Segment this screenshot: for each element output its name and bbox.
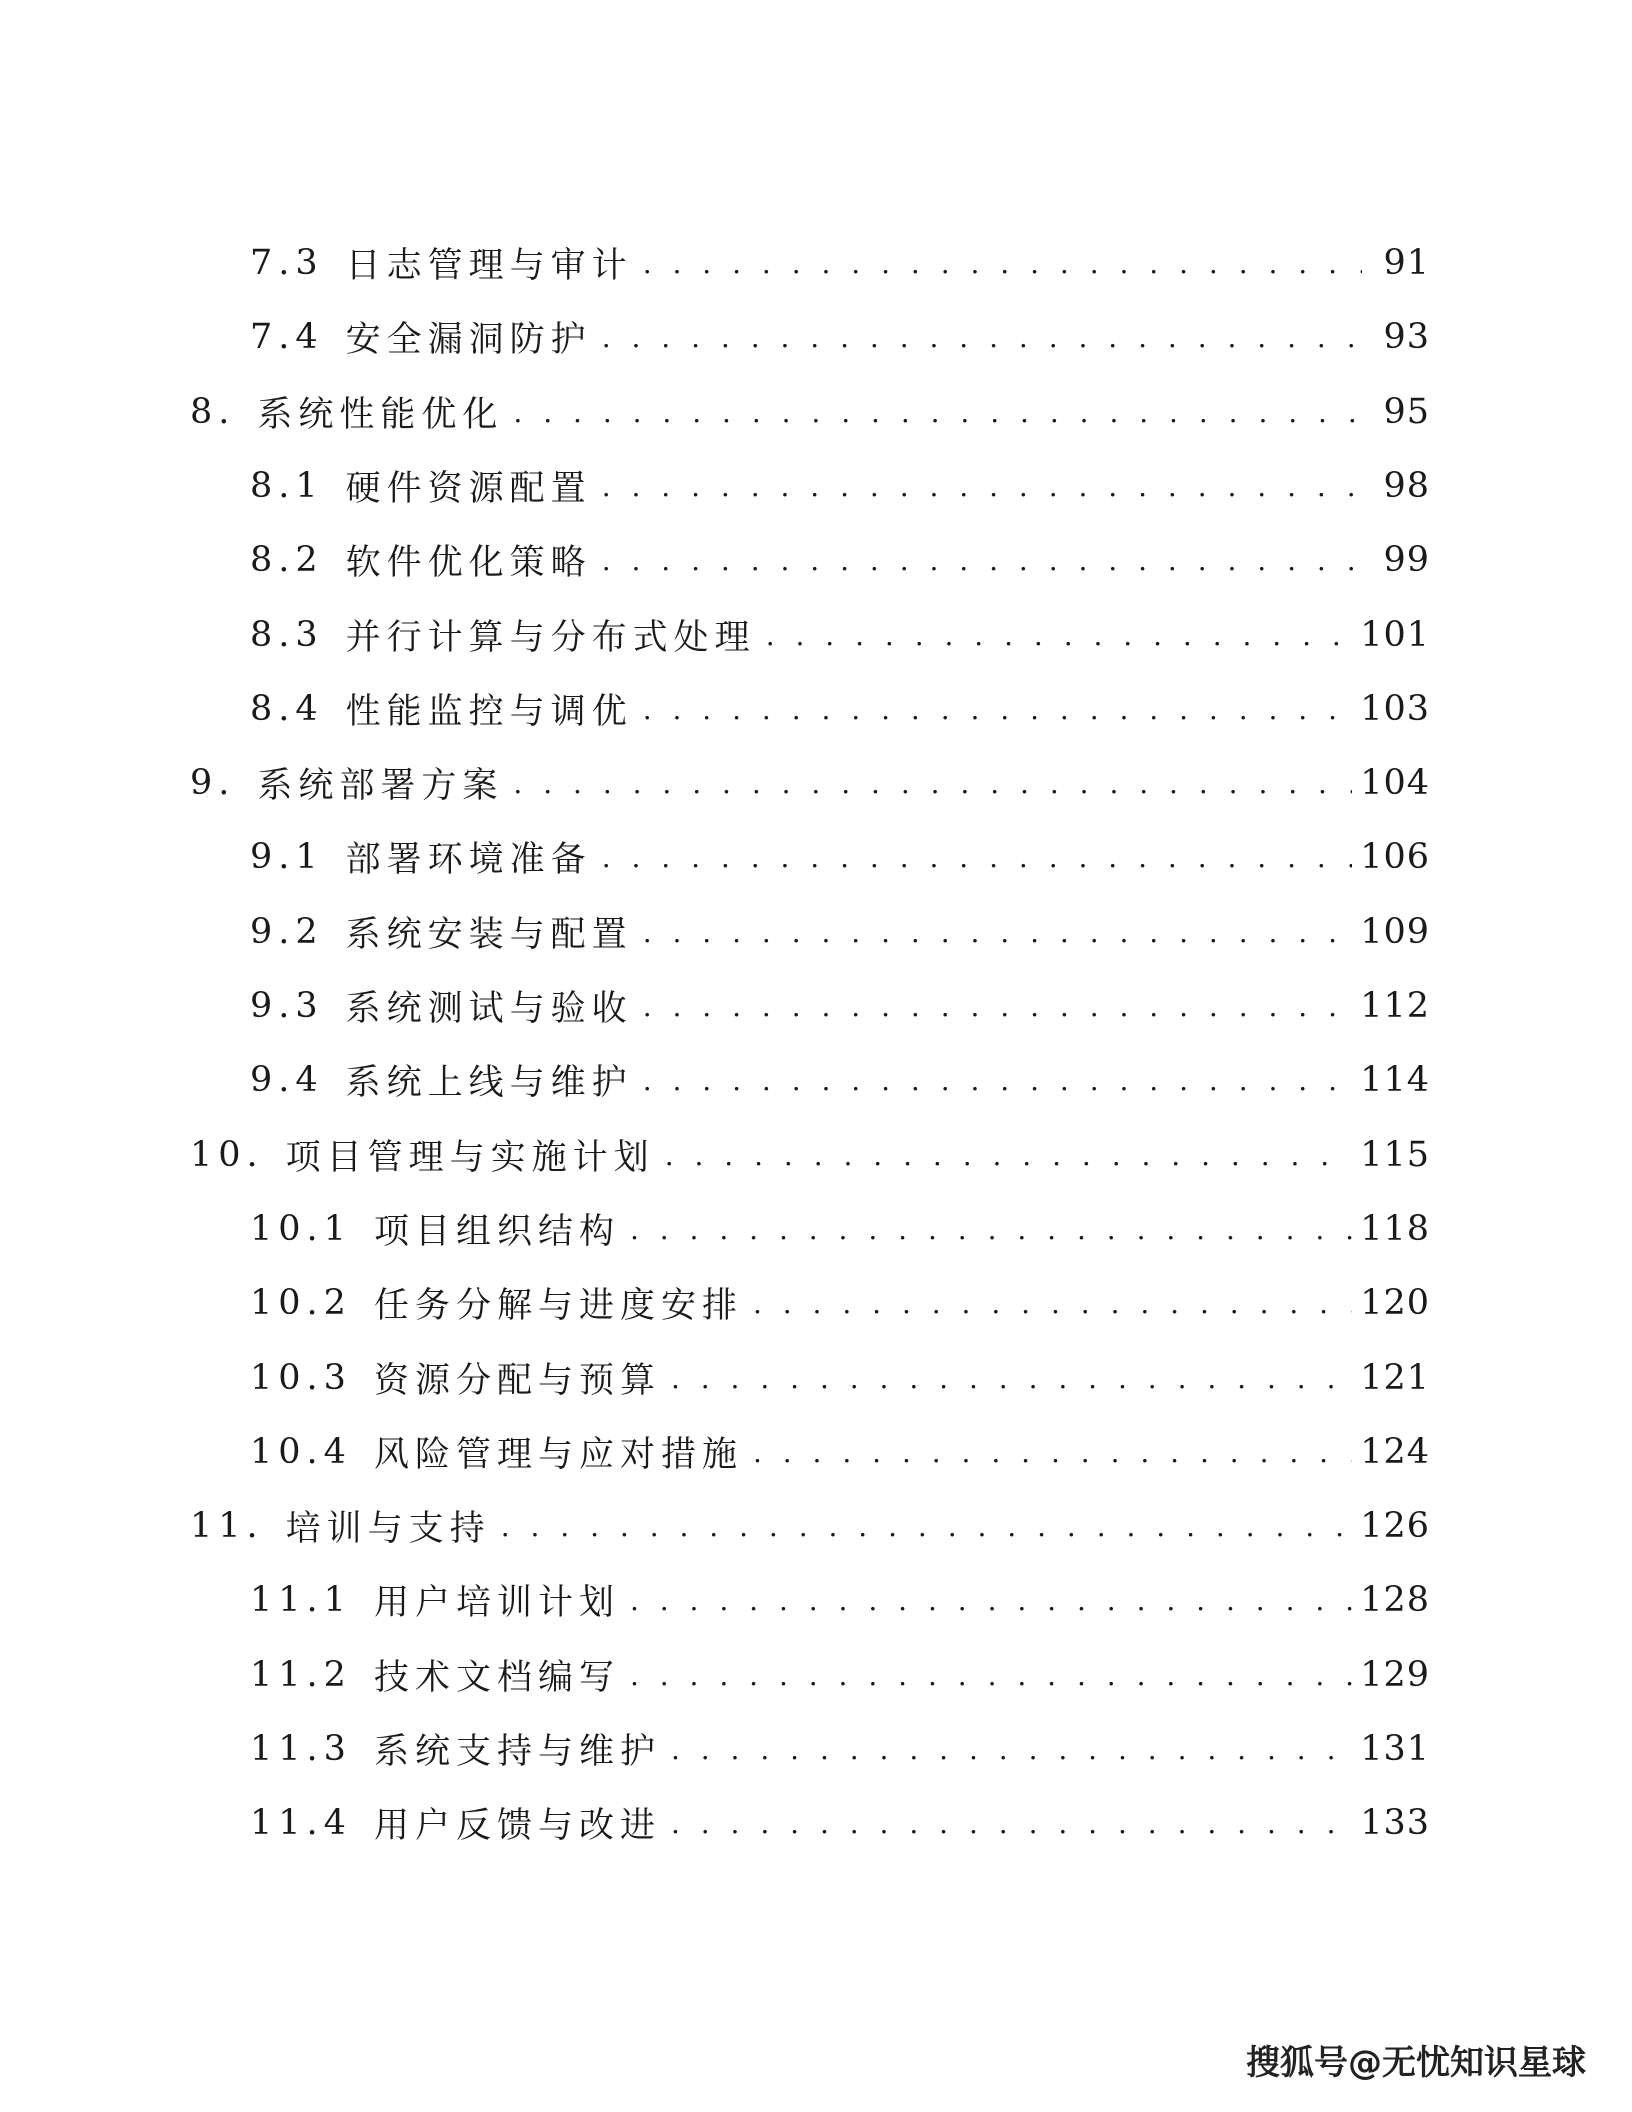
toc-entry-number: 8.1	[250, 465, 324, 506]
toc-entry-page: 128	[1360, 1580, 1430, 1621]
toc-entry-title: 资源分配与预算	[373, 1360, 661, 1401]
toc-entry[interactable]	[250, 456, 1430, 516]
toc-entry-number: 10.	[190, 1134, 264, 1175]
toc-entry-number: 9.	[190, 763, 236, 804]
toc-entry[interactable]	[250, 233, 1430, 293]
toc-leader-dots	[671, 1364, 1352, 1408]
toc-entry-number: 8.4	[250, 688, 324, 729]
toc-leader-dots	[753, 1289, 1352, 1333]
toc-leader-dots	[643, 992, 1353, 1036]
toc-entry-title: 用户反馈与改进	[373, 1806, 661, 1847]
watermark: 搜狐号@无忧知识星球	[1246, 2043, 1586, 2083]
toc-leader-dots	[671, 1809, 1352, 1853]
toc-entry-number: 7.4	[250, 317, 324, 358]
toc-entry[interactable]	[250, 1793, 1430, 1853]
toc-entry-page: 93	[1383, 317, 1430, 358]
toc-entry-title: 项目组织结构	[373, 1211, 620, 1252]
toc-leader-dots	[671, 1735, 1352, 1779]
toc-entry-title: 日志管理与审计	[345, 246, 633, 286]
toc-entry[interactable]	[250, 530, 1430, 590]
toc-entry-number: 8.3	[250, 614, 324, 655]
toc-entry-page: 133	[1360, 1803, 1430, 1844]
toc-entry-page: 114	[1360, 1060, 1430, 1101]
toc-entry-number: 11.2	[250, 1654, 352, 1695]
toc-entry-title: 系统部署方案	[257, 766, 504, 807]
toc-entry-number: 9.4	[250, 1060, 324, 1101]
toc-entry-page: 112	[1360, 986, 1430, 1026]
toc-entry-title: 性能监控与调优	[345, 691, 633, 732]
toc-entry-title: 部署环境准备	[345, 840, 592, 881]
toc-entry-title: 用户培训计划	[373, 1583, 620, 1624]
toc-entry-page: 103	[1360, 688, 1430, 729]
toc-entry[interactable]	[250, 976, 1430, 1036]
toc-entry-number: 9.2	[250, 911, 324, 952]
toc-leader-dots	[643, 695, 1353, 739]
toc-entry-page: 126	[1360, 1506, 1430, 1547]
toc-entry-number: 9.3	[250, 986, 324, 1026]
toc-entry[interactable]	[250, 827, 1430, 887]
toc-entry-number: 7.3	[250, 243, 324, 283]
toc-entry-page: 98	[1383, 465, 1430, 506]
toc-entry-page: 120	[1360, 1283, 1430, 1324]
toc-entry-title: 技术文档编写	[373, 1657, 620, 1698]
toc-leader-dots	[501, 1512, 1353, 1556]
toc-entry-page: 118	[1360, 1208, 1430, 1249]
toc-entry[interactable]	[250, 1199, 1430, 1259]
toc-entry-number: 10.2	[250, 1283, 352, 1324]
toc-entry-number: 11.	[190, 1506, 264, 1547]
toc-entry-page: 99	[1383, 540, 1430, 581]
toc-leader-dots	[513, 398, 1362, 442]
toc-leader-dots	[602, 472, 1362, 516]
toc-entry-page: 129	[1360, 1654, 1430, 1695]
toc-entry[interactable]	[250, 902, 1430, 962]
toc-entry-number: 8.2	[250, 540, 324, 581]
toc-entry-page: 131	[1360, 1729, 1430, 1769]
toc-entry[interactable]	[190, 1125, 1430, 1185]
toc-entry-title: 系统上线与维护	[345, 1063, 633, 1104]
toc-entry-title: 硬件资源配置	[345, 468, 592, 509]
toc-entry[interactable]	[250, 679, 1430, 739]
toc-entry-title: 系统安装与配置	[345, 914, 633, 955]
toc-leader-dots	[602, 546, 1362, 590]
toc-entry-title: 风险管理与应对措施	[373, 1434, 743, 1475]
toc-leader-dots	[602, 323, 1362, 367]
toc-leader-dots	[753, 1438, 1352, 1482]
toc-entry-page: 95	[1383, 391, 1430, 432]
toc-entry[interactable]	[250, 605, 1430, 665]
toc-entry-page: 104	[1360, 763, 1430, 804]
toc-entry-number: 9.1	[250, 837, 324, 878]
toc-entry[interactable]	[250, 1050, 1430, 1110]
toc-entry-title: 系统测试与验收	[345, 989, 633, 1029]
toc-leader-dots	[643, 918, 1353, 962]
toc-leader-dots	[630, 1586, 1352, 1630]
toc-entry-title: 并行计算与分布式处理	[345, 617, 756, 658]
toc-leader-dots	[630, 1661, 1352, 1705]
toc-entry-page: 91	[1383, 243, 1430, 283]
toc-entry[interactable]	[250, 1645, 1430, 1705]
toc-entry[interactable]	[250, 1348, 1430, 1408]
toc-entry-page: 106	[1360, 837, 1430, 878]
toc-entry-title: 任务分解与进度安排	[373, 1286, 743, 1327]
toc-leader-dots	[602, 843, 1353, 887]
toc-entry-page: 124	[1360, 1431, 1430, 1472]
toc-entry[interactable]	[250, 1719, 1430, 1779]
toc-entry[interactable]	[250, 307, 1430, 367]
toc-leader-dots	[513, 769, 1352, 813]
toc-entry-page: 101	[1360, 614, 1430, 655]
toc-leader-dots	[643, 249, 1362, 293]
toc-entry[interactable]	[190, 1496, 1430, 1556]
toc-entry-number: 10.3	[250, 1357, 352, 1398]
toc-entry-number: 11.4	[250, 1803, 352, 1844]
toc-entry-title: 系统支持与维护	[373, 1732, 661, 1772]
toc-entry[interactable]	[250, 1570, 1430, 1630]
toc-entry[interactable]	[190, 753, 1430, 813]
toc-leader-dots	[665, 1141, 1353, 1185]
toc-entry-title: 安全漏洞防护	[345, 320, 592, 361]
toc-entry-number: 8.	[190, 391, 236, 432]
toc-entry-title: 软件优化策略	[345, 543, 592, 584]
toc-entry-number: 10.4	[250, 1431, 352, 1472]
toc-leader-dots	[630, 1215, 1352, 1259]
toc-leader-dots	[766, 621, 1353, 665]
toc-entry-title: 培训与支持	[285, 1509, 491, 1550]
toc-entry-number: 11.1	[250, 1580, 352, 1621]
toc-entry-number: 10.1	[250, 1208, 352, 1249]
toc-leader-dots	[643, 1066, 1353, 1110]
toc-entry-page: 109	[1360, 911, 1430, 952]
toc-entry[interactable]	[190, 382, 1430, 442]
toc-entry-title: 系统性能优化	[257, 394, 504, 435]
toc-entry[interactable]	[250, 1273, 1430, 1333]
toc-entry-page: 115	[1360, 1134, 1430, 1175]
toc-entry[interactable]	[250, 1422, 1430, 1482]
toc-entry-title: 项目管理与实施计划	[285, 1137, 655, 1178]
toc-entry-page: 121	[1360, 1357, 1430, 1398]
toc-entry-number: 11.3	[250, 1729, 352, 1769]
